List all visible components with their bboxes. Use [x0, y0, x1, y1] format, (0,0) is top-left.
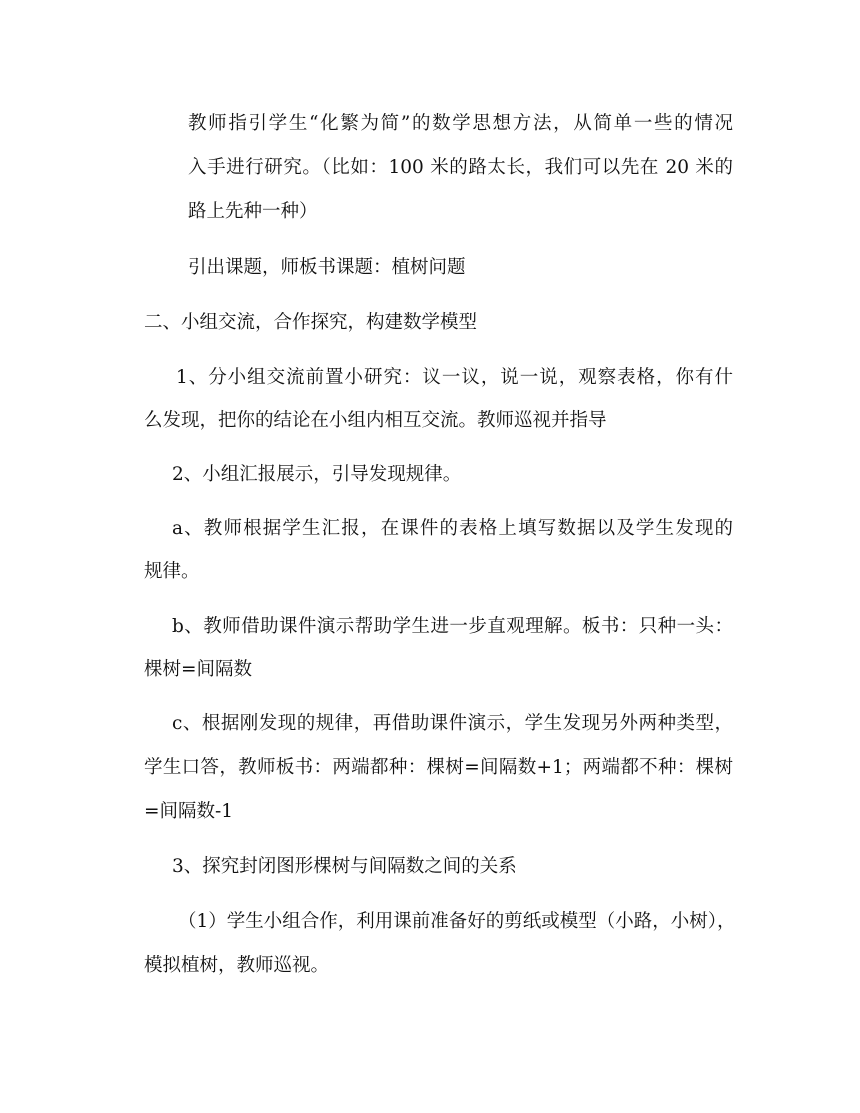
paragraph-line: （1）学生小组合作，利用课前准备好的剪纸或模型（小路，小树）， — [178, 911, 736, 932]
paragraph-line: 学生口答，教师板书：两端都种：棵树=间隔数+1；两端都不种：棵树 — [144, 757, 733, 778]
paragraph-line: a、教师根据学生汇报，在课件的表格上填写数据以及学生发现的 — [172, 518, 733, 539]
paragraph-line: c、根据刚发现的规律，再借助课件演示，学生发现另外两种类型， — [172, 713, 733, 734]
paragraph-line: 1、分小组交流前置小研究：议一议，说一说，观察表格，你有什 — [176, 367, 733, 388]
paragraph-line: 2、小组汇报展示，引导发现规律。 — [172, 464, 462, 485]
paragraph-line: =间隔数-1 — [144, 801, 234, 822]
section-heading: 二、小组交流，合作探究，构建数学模型 — [144, 312, 478, 333]
paragraph-line: 棵树=间隔数 — [144, 659, 253, 680]
paragraph-line: 路上先种一种） — [188, 201, 318, 222]
paragraph-line: 引出课题，师板书课题：植树问题 — [188, 257, 466, 278]
paragraph-line: 入手进行研究。（比如：100 米的路太长，我们可以先在 20 米的 — [188, 157, 733, 178]
paragraph-line: 规律。 — [144, 561, 200, 582]
paragraph-line: 3、探究封闭图形棵树与间隔数之间的关系 — [172, 856, 517, 877]
paragraph-line: 模拟植树，教师巡视。 — [144, 955, 330, 976]
paragraph-line: b、教师借助课件演示帮助学生进一步直观理解。板书：只种一头： — [172, 616, 733, 637]
paragraph-line: 么发现，把你的结论在小组内相互交流。教师巡视并指导 — [144, 410, 607, 431]
paragraph-line: 教师指引学生“化繁为简”的数学思想方法，从简单一些的情况 — [188, 113, 733, 134]
